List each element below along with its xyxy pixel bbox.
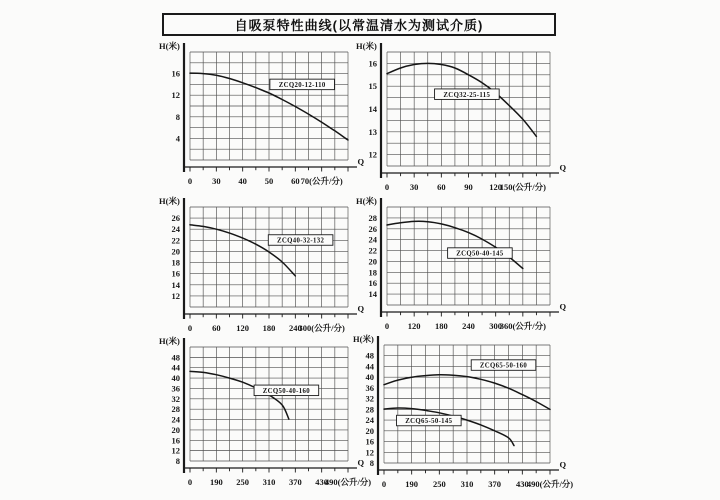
y-tick-label: 16 (171, 68, 180, 79)
y-axis-title: H(米) (356, 196, 377, 206)
x-tick-label: 250 (432, 479, 446, 489)
y-axis-title: H(米) (159, 336, 180, 346)
x-tick-label: 0 (187, 176, 193, 186)
x-tick-label: 60 (291, 176, 300, 186)
pump-curve-chart-zcq65-50-160-145 (352, 331, 574, 493)
x-tick-label: 300 (489, 321, 503, 331)
y-tick-label: 24 (171, 414, 180, 425)
y-tick-label: 28 (171, 404, 180, 415)
x-tick-label: 180 (434, 321, 448, 331)
pump-curve-chart-zcq50-40-145 (355, 193, 566, 335)
x-tick-label: 40 (238, 176, 247, 186)
model-label: ZCQ50-40-145 (456, 250, 504, 258)
y-tick-label: 8 (369, 458, 374, 468)
x-tick-label: 490(公升/分) (526, 479, 574, 489)
y-tick-label: 32 (365, 393, 374, 404)
x-axis-title: Q (559, 459, 567, 470)
x-tick-label: 60 (212, 323, 221, 333)
x-tick-label: 120 (407, 321, 421, 331)
y-tick-label: 44 (171, 362, 180, 373)
y-tick-label: 24 (365, 415, 374, 426)
x-tick-label: 300(公升/分) (298, 323, 345, 333)
y-tick-label: 40 (171, 373, 180, 384)
y-tick-label: 18 (368, 267, 377, 278)
x-tick-label: 0 (187, 323, 193, 333)
y-tick-label: 14 (171, 279, 180, 290)
x-axis-title: Q (357, 457, 365, 468)
y-tick-label: 24 (171, 224, 180, 235)
y-tick-label: 36 (365, 382, 374, 393)
y-tick-label: 12 (171, 90, 180, 101)
x-tick-label: 310 (262, 477, 276, 487)
chart-svg (352, 331, 574, 493)
y-tick-label: 12 (171, 445, 180, 456)
y-axis-title: H(米) (159, 196, 180, 206)
pump-curve-chart-zcq32-25-115 (355, 38, 566, 196)
page-title: 自吸泵特性曲线(以常温清水为测试介质) (162, 13, 556, 36)
y-tick-label: 13 (368, 126, 377, 137)
y-tick-label: 20 (365, 425, 374, 436)
y-tick-label: 4 (175, 133, 180, 144)
x-tick-label: 0 (381, 479, 387, 489)
x-tick-label: 370 (488, 479, 502, 489)
x-tick-label: 0 (384, 321, 390, 331)
x-tick-label: 50 (264, 176, 274, 186)
y-tick-label: 26 (171, 213, 180, 224)
x-tick-label: 150(公升/分) (499, 182, 546, 192)
pump-curve-chart-zcq20-12-110 (158, 38, 364, 190)
y-axis-title: H(米) (353, 334, 374, 344)
y-tick-label: 36 (171, 383, 180, 394)
y-tick-label: 16 (365, 436, 374, 447)
y-tick-label: 14 (368, 104, 377, 114)
x-tick-label: 120 (489, 182, 503, 192)
y-tick-label: 16 (368, 278, 377, 289)
y-tick-label: 40 (365, 372, 374, 383)
y-tick-label: 22 (171, 235, 180, 246)
y-tick-label: 12 (368, 149, 377, 160)
chart-svg (158, 193, 364, 337)
x-tick-label: 70(公升/分) (300, 176, 343, 186)
pump-curve-chart-zcq40-32-132 (158, 193, 364, 337)
y-tick-label: 20 (368, 256, 377, 267)
y-tick-label: 20 (171, 246, 180, 257)
chart-svg (355, 193, 566, 335)
y-tick-label: 48 (171, 352, 180, 363)
y-axis-title: H(米) (159, 41, 180, 51)
x-tick-label: 30 (409, 182, 419, 192)
model-label: ZCQ20-12-110 (278, 82, 326, 89)
y-tick-label: 28 (368, 212, 377, 223)
y-tick-label: 14 (368, 289, 377, 300)
model-label: ZCQ50-40-160 (262, 387, 311, 395)
model-label: ZCQ32-25-115 (443, 91, 491, 99)
x-tick-label: 0 (187, 477, 193, 487)
x-axis-title: Q (559, 162, 567, 173)
y-tick-label: 12 (365, 447, 374, 458)
x-tick-label: 120 (236, 323, 250, 333)
chart-svg (158, 38, 364, 190)
y-tick-label: 8 (175, 111, 180, 122)
x-axis-title: Q (559, 301, 567, 312)
pump-curve (387, 63, 536, 136)
y-tick-label: 16 (171, 435, 180, 446)
y-tick-label: 16 (368, 58, 377, 69)
y-tick-label: 18 (171, 257, 180, 268)
pump-curve-chart-zcq50-40-160 (158, 333, 372, 491)
x-tick-label: 240 (462, 321, 475, 331)
x-tick-label: 370 (288, 477, 302, 487)
y-tick-label: 28 (365, 404, 374, 415)
y-tick-label: 15 (368, 81, 377, 92)
x-axis-title: Q (357, 303, 365, 314)
x-tick-label: 180 (262, 323, 276, 333)
x-tick-label: 190 (209, 477, 223, 487)
x-tick-label: 490(公升/分) (324, 477, 372, 487)
x-tick-label: 430 (315, 477, 329, 487)
x-tick-label: 30 (212, 176, 221, 186)
grid (387, 52, 550, 166)
x-tick-label: 190 (405, 479, 419, 489)
y-axis-title: H(米) (356, 41, 377, 51)
y-tick-label: 26 (368, 223, 377, 234)
model-label: ZCQ65-50-160 (479, 362, 528, 370)
x-tick-label: 250 (236, 477, 250, 487)
chart-svg (158, 333, 372, 491)
y-tick-label: 32 (171, 393, 180, 404)
model-label: ZCQ40-32-132 (276, 237, 325, 245)
x-tick-label: 430 (515, 479, 529, 489)
y-tick-label: 44 (365, 361, 374, 372)
y-tick-label: 22 (368, 245, 377, 256)
x-tick-label: 60 (437, 182, 446, 192)
grid (190, 207, 348, 307)
x-tick-label: 90 (464, 182, 473, 192)
grid (190, 347, 348, 461)
y-tick-label: 16 (171, 268, 180, 279)
y-tick-label: 48 (365, 350, 374, 361)
x-tick-label: 240 (288, 323, 302, 333)
x-tick-label: 310 (460, 479, 474, 489)
y-tick-label: 8 (175, 456, 180, 466)
grid (190, 52, 348, 160)
y-tick-label: 12 (171, 290, 180, 301)
x-tick-label: 0 (384, 182, 390, 192)
model-label: ZCQ65-50-145 (405, 418, 453, 426)
x-tick-label: 360(公升/分) (499, 321, 546, 331)
x-axis-title: Q (357, 156, 365, 167)
chart-svg (355, 38, 566, 196)
y-tick-label: 20 (171, 424, 180, 435)
y-tick-label: 24 (368, 234, 377, 245)
